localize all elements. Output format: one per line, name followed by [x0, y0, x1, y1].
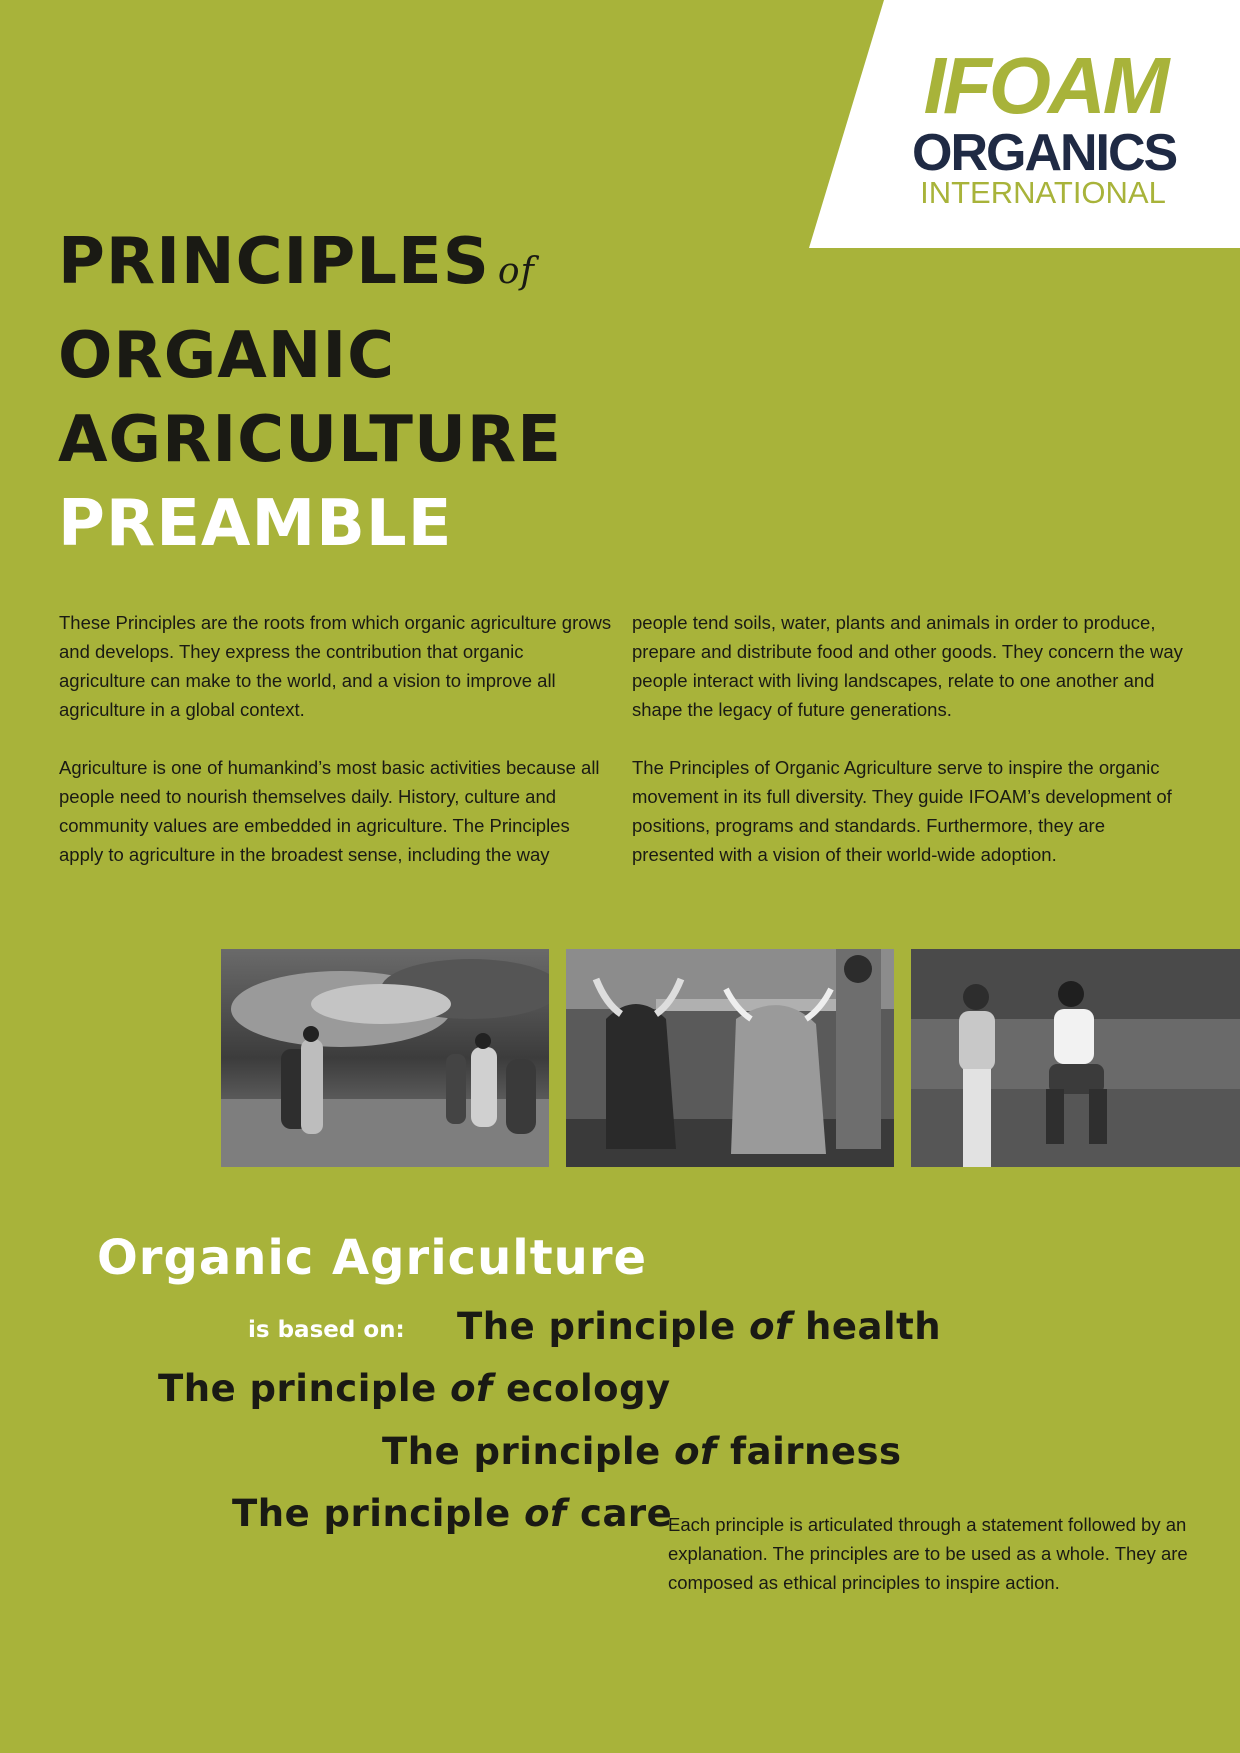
based-on-label: is based on:	[248, 1317, 405, 1343]
body-column-left	[59, 608, 614, 898]
body-paragraph: people tend soils, water, plants and animals in order to produce, prepare and distribute food and other goods. They concern the way people interact with living landscapes, relate to one another and shape the legacy of future generations.	[632, 612, 1183, 720]
page-title	[58, 220, 562, 566]
ifoam-logo	[912, 41, 1177, 210]
principle-ecology: The principle of ecology	[158, 1367, 671, 1410]
title-line-preamble: PREAMBLE	[58, 487, 453, 561]
principle-care: The principle of care	[232, 1492, 673, 1535]
title-line-organic: ORGANIC	[58, 319, 396, 393]
organic-agriculture-heading: Organic Agriculture	[97, 1230, 648, 1286]
title-line-principles: PRINCIPLES of	[58, 225, 535, 299]
body-paragraph: These Principles are the roots from which organic agriculture grows and develops. They express the contribution that organic agriculture can make to the world, and a vision to improve all agriculture in a global context.	[59, 612, 612, 720]
body-paragraph: Agriculture is one of humankind’s most basic activities because all people need to nourish themselves daily. History, culture and community values are embedded in agriculture. The Principles apply to agriculture in the broadest sense, including the way	[59, 757, 600, 865]
two-farmers-hay-photo	[911, 949, 1240, 1167]
logo-international-text: INTERNATIONAL	[920, 175, 1166, 210]
body-column-right	[632, 608, 1187, 898]
logo-ifoam-text: IFOAM	[923, 41, 1167, 130]
logo-ifoam-wordmark	[912, 41, 1174, 130]
title-of: of	[497, 251, 535, 292]
principle-fairness: The principle of fairness	[382, 1430, 902, 1473]
oxen-team-photo	[566, 949, 894, 1167]
body-paragraph: The Principles of Organic Agriculture serve to inspire the organic movement in its full diversity. They guide IFOAM’s development of positions, programs and standards. Furthermore, they are presented with a vision of their world-wide adoption.	[632, 757, 1172, 865]
title-line-agriculture: AGRICULTURE	[58, 403, 562, 477]
principles-note: Each principle is articulated through a statement followed by an explanation. The principles are to be used as a whole. They are composed as ethical principles to inspire action.	[668, 1514, 1188, 1593]
logo-organics-text: ORGANICS	[912, 124, 1177, 182]
principle-health: The principle of health	[457, 1305, 942, 1348]
women-harvesting-photo	[221, 949, 549, 1167]
